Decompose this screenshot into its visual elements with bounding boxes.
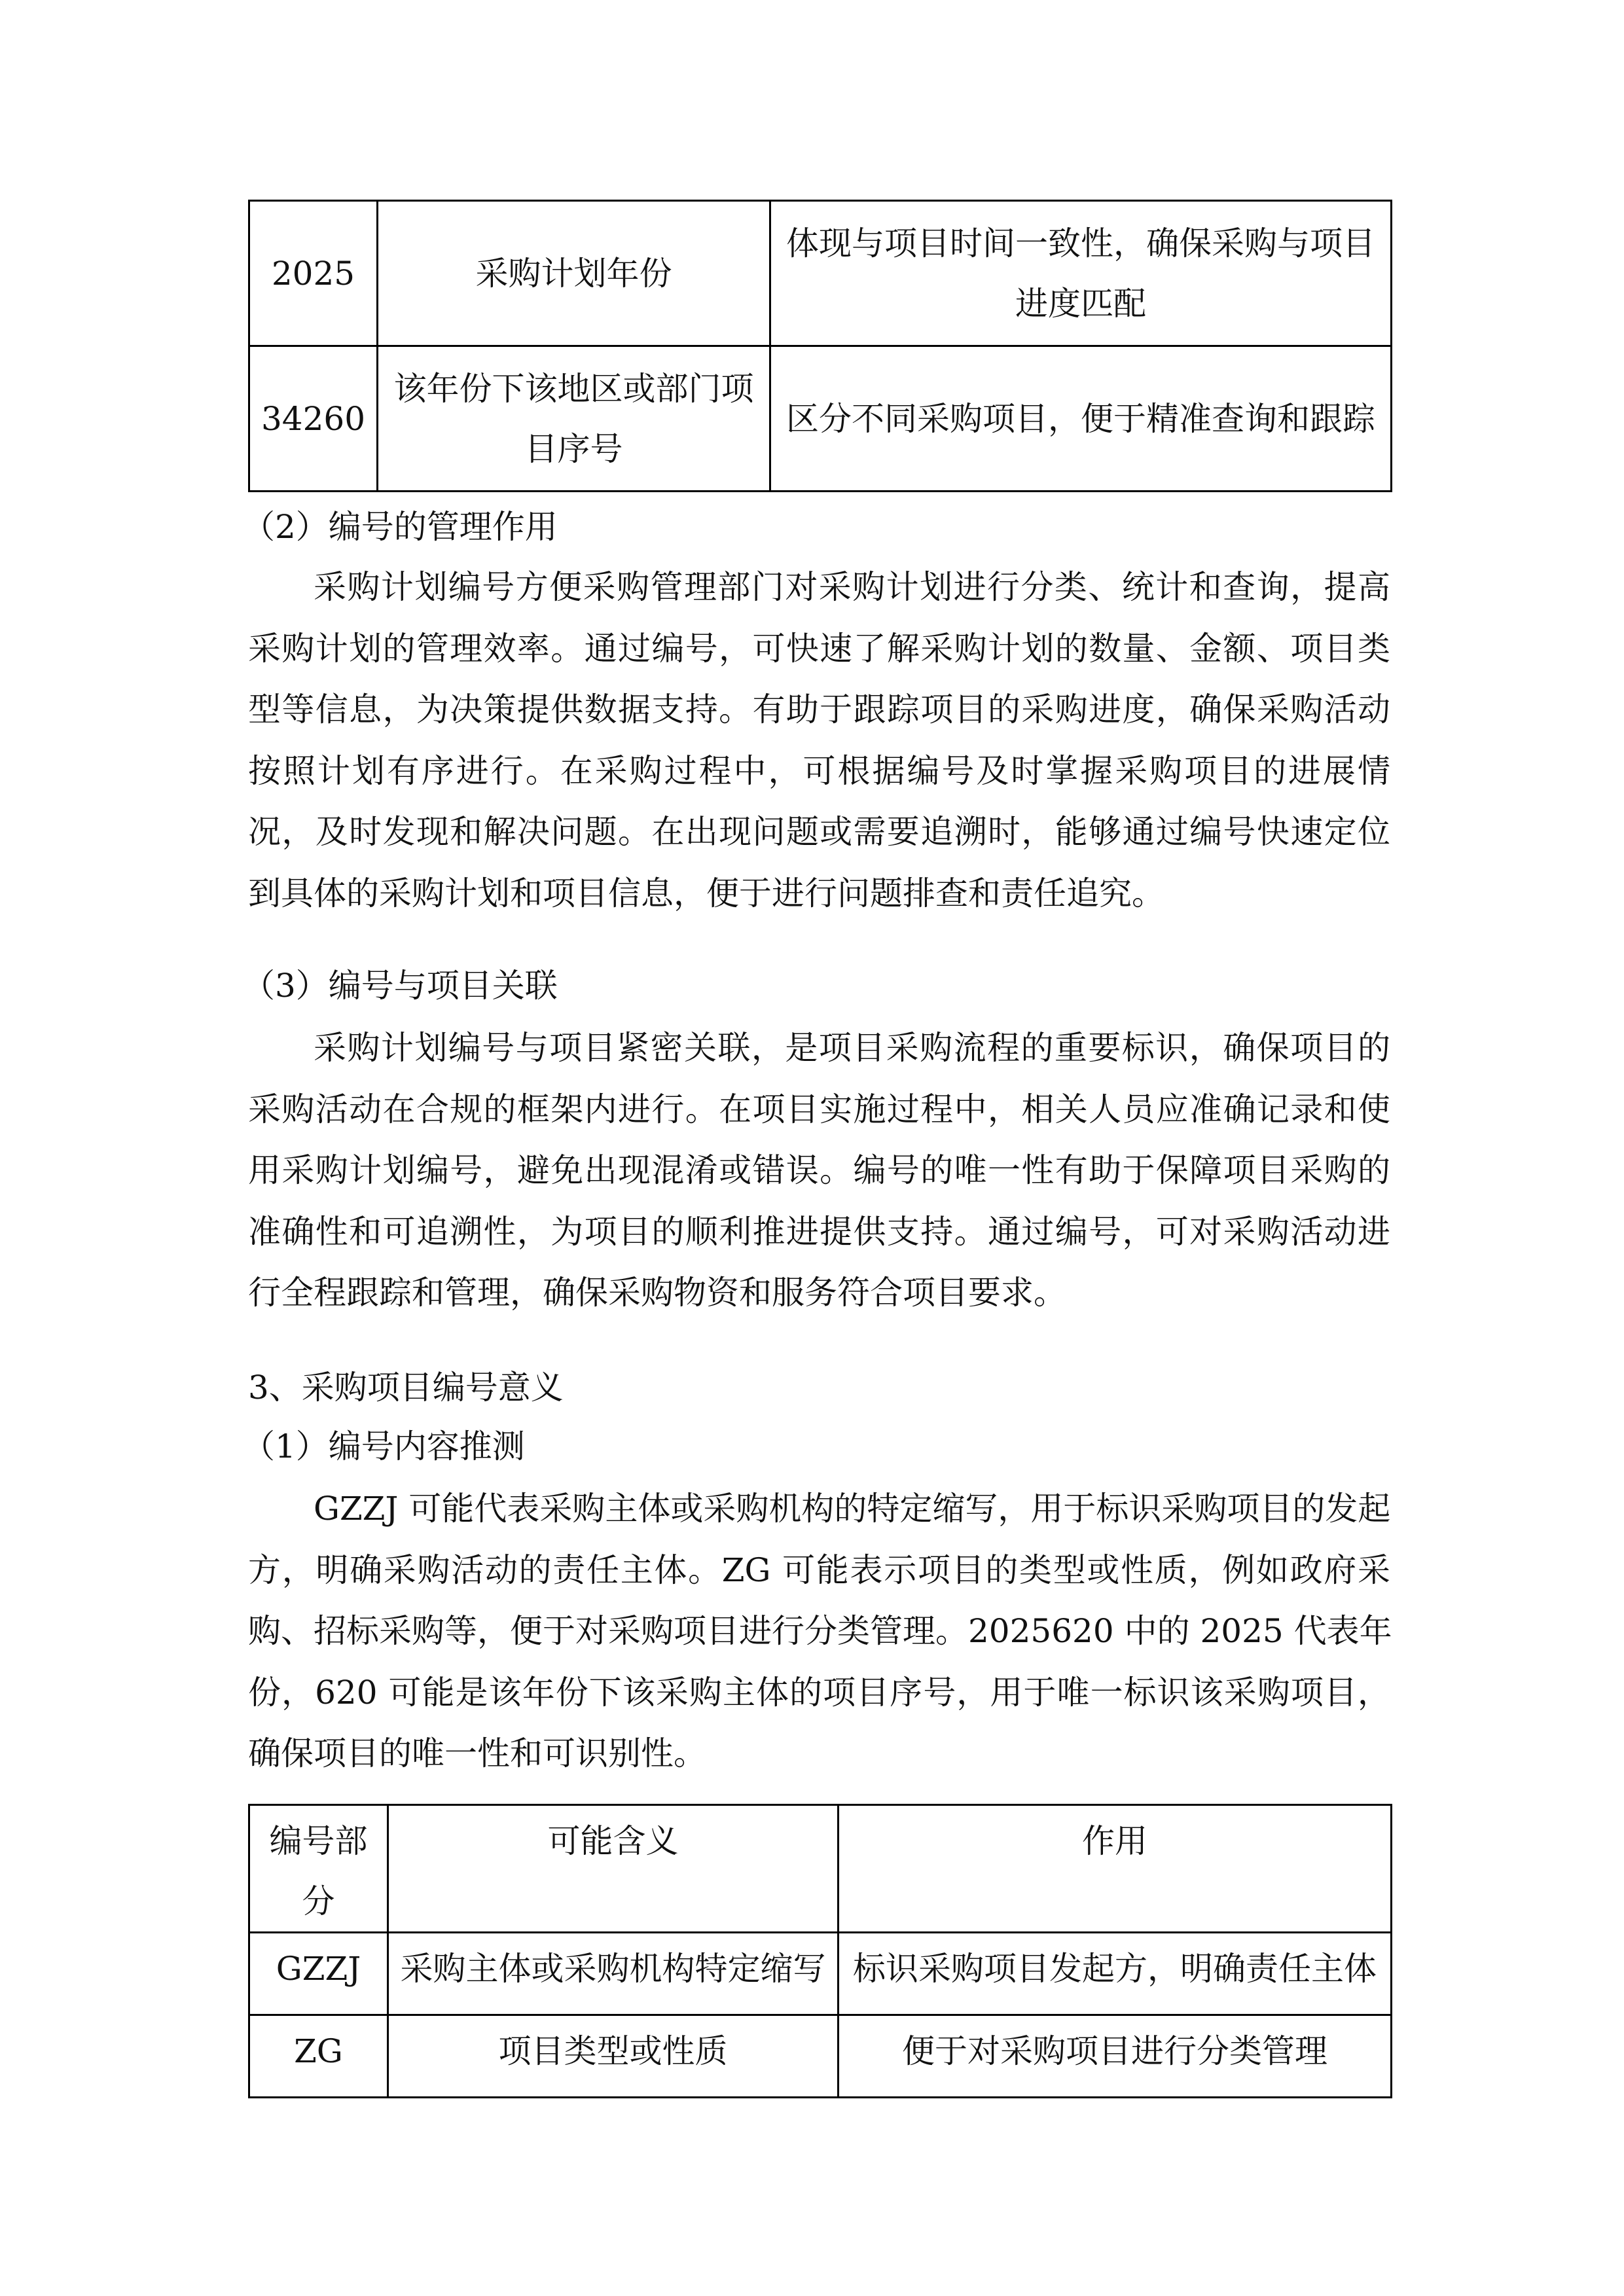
paragraph-line: GZZJ 可能代表采购主体或采购机构的特定缩写，用于标识采购项目的发起 [314, 1490, 1391, 1528]
table-cell [770, 201, 1392, 346]
paragraph-line: 到具体的采购计划和项目信息，便于进行问题排查和责任追究。 [248, 874, 1164, 912]
paragraph [248, 1018, 1390, 1324]
table-cell [378, 201, 770, 346]
paragraph-line: 况，及时发现和解决问题。在出现问题或需要追溯时，能够通过编号快速定位 [248, 813, 1390, 851]
table-cell: 便于对采购项目进行分类管理 [839, 2015, 1392, 2098]
table-header-cell: 可能含义 [388, 1805, 839, 1933]
table-row [249, 2015, 1392, 2098]
cell-line: 进度匹配 [1015, 284, 1146, 323]
table-cell [378, 346, 770, 492]
paragraph-line: 采购活动在合规的框架内进行。在项目实施过程中，相关人员应准确记录和使 [248, 1090, 1390, 1128]
cell-line: 该年份下该地区或部门项 [393, 369, 754, 408]
table-cell: GZZJ [249, 1933, 388, 2015]
section-heading: 3、采购项目编号意义 [248, 1369, 564, 1407]
paragraph-line: 购、招标采购等，便于对采购项目进行分类管理。2025620 中的 2025 代表年 [248, 1612, 1392, 1650]
paragraph-line: 采购计划编号与项目紧密关联，是项目采购流程的重要标识，确保项目的 [314, 1029, 1390, 1067]
table-cell: 2025 [249, 201, 378, 346]
numbering-table-2 [248, 1804, 1392, 2098]
table-cell: 项目类型或性质 [388, 2015, 839, 2098]
table-header-row [249, 1805, 1392, 1933]
table-cell: 采购主体或采购机构特定缩写 [388, 1933, 839, 2015]
table-row [249, 201, 1392, 346]
paragraph-line: 准确性和可追溯性，为项目的顺利推进提供支持。通过编号，可对采购活动进 [248, 1212, 1390, 1251]
paragraph [248, 1479, 1390, 1785]
table-cell: ZG [249, 2015, 388, 2098]
table-cell: 34260 [249, 346, 378, 492]
paragraph-line: 采购计划编号方便采购管理部门对采购计划进行分类、统计和查询，提高 [314, 568, 1390, 606]
section-heading: （2）编号的管理作用 [242, 508, 558, 546]
table-header-cell: 作用 [839, 1805, 1392, 1933]
cell-line: 目序号 [524, 429, 623, 468]
table-header-cell: 编号部分 [249, 1805, 388, 1933]
paragraph-line: 确保项目的唯一性和可识别性。 [248, 1734, 706, 1772]
paragraph-line: 采购计划的管理效率。通过编号，可快速了解采购计划的数量、金额、项目类 [248, 629, 1390, 668]
paragraph-line: 份，620 可能是该年份下该采购主体的项目序号，用于唯一标识该采购项目， [248, 1673, 1390, 1712]
paragraph-line: 行全程跟踪和管理，确保采购物资和服务符合项目要求。 [248, 1274, 1066, 1312]
table-row [249, 1933, 1392, 2015]
paragraph-line: 方，明确采购活动的责任主体。ZG 可能表示项目的类型或性质，例如政府采 [248, 1551, 1390, 1589]
cell-line: 区分不同采购项目，便于精准查询和跟踪 [786, 399, 1375, 438]
subsection-heading: （1）编号内容推测 [242, 1427, 525, 1465]
table-cell [770, 346, 1392, 492]
cell-line: 采购计划年份 [475, 254, 672, 293]
paragraph [248, 557, 1390, 924]
paragraph-line: 按照计划有序进行。在采购过程中，可根据编号及时掌握采购项目的进展情 [248, 751, 1390, 790]
numbering-table-1 [248, 200, 1392, 492]
table-cell: 标识采购项目发起方，明确责任主体 [839, 1933, 1392, 2015]
table-row [249, 346, 1392, 492]
cell-line: 体现与项目时间一致性，确保采购与项目 [786, 224, 1375, 262]
paragraph-line: 型等信息，为决策提供数据支持。有助于跟踪项目的采购进度，确保采购活动 [248, 691, 1390, 728]
section-heading: （3）编号与项目关联 [242, 967, 558, 1005]
paragraph-line: 用采购计划编号，避免出现混淆或错误。编号的唯一性有助于保障项目采购的 [248, 1151, 1390, 1189]
